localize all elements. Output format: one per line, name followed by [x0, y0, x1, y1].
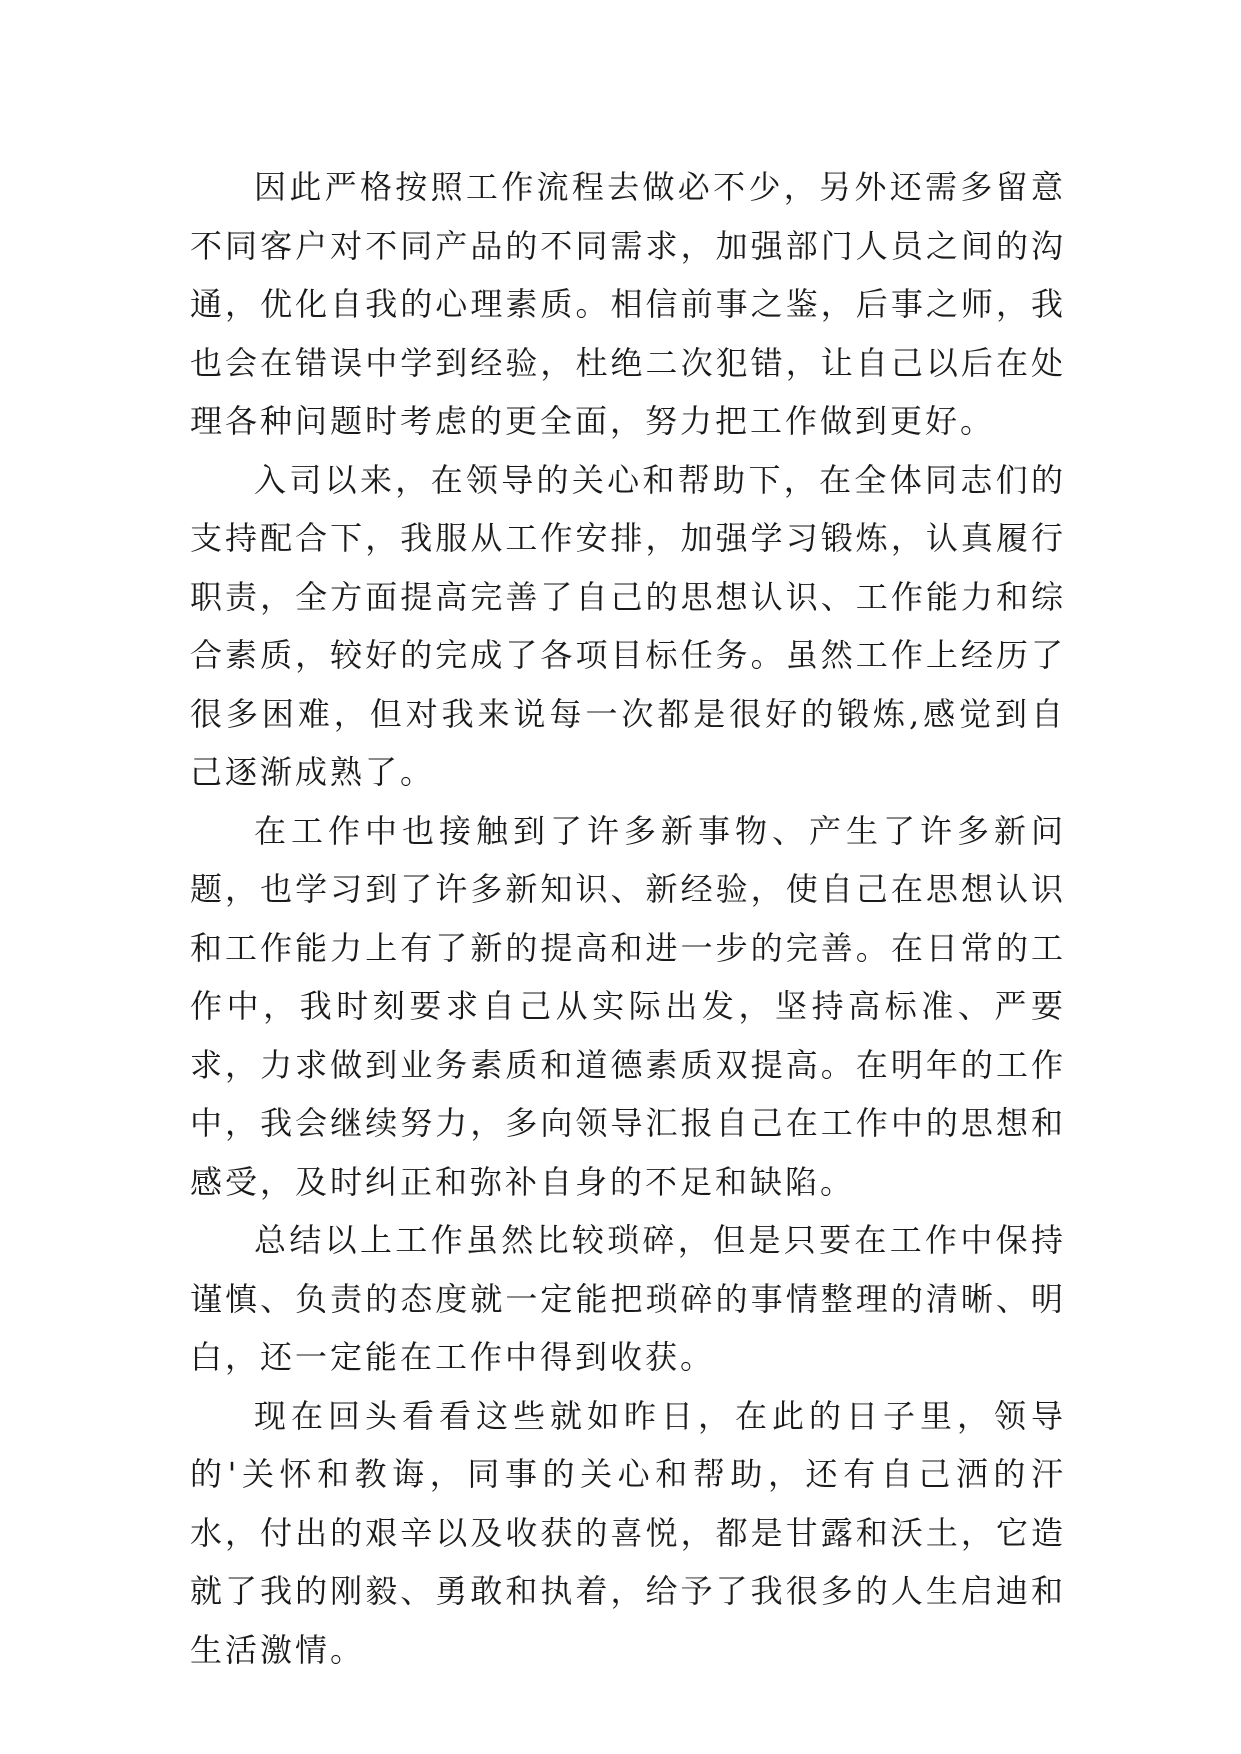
paragraph-process-attention: 因此严格按照工作流程去做必不少，另外还需多留意不同客户对不同产品的不同需求，加强部门人员之间的沟通，优化自我的心理素质。相信前事之鉴，后事之师，我也会在错误中学到经验，杜绝二次犯错，让自己以后在处理各种问题时考虑的更全面，努力把工作做到更好。	[190, 168, 1066, 440]
paragraph-new-things: 在工作中也接触到了许多新事物、产生了许多新问题，也学习到了许多新知识、新经验，使自己在思想认识和工作能力上有了新的提高和进一步的完善。在日常的工作中，我时刻要求自己从实际出发，坚持高标准、严要求，力求做到业务素质和道德素质双提高。在明年的工作中，我会继续努力，多向领导汇报自己在工作中的思想和感受，及时纠正和弥补自身的不足和缺陷。	[190, 811, 1066, 1201]
paragraph-since-joining: 入司以来，在领导的关心和帮助下，在全体同志们的支持配合下，我服从工作安排，加强学习锻炼，认真履行职责，全方面提高完善了自己的思想认识、工作能力和综合素质，较好的完成了各项目标任务。虽然工作上经历了很多困难，但对我来说每一次都是很好的锻炼,感觉到自己逐渐成熟了。	[190, 460, 1066, 791]
paragraph-looking-back: 现在回头看看这些就如昨日，在此的日子里，领导的'关怀和教诲，同事的关心和帮助，还有自己洒的汗水，付出的艰辛以及收获的喜悦，都是甘露和沃土，它造就了我的刚毅、勇敢和执着，给予了我很多的人生启迪和生活激情。	[190, 1396, 1066, 1669]
paragraph-summary: 总结以上工作虽然比较琐碎，但是只要在工作中保持谨慎、负责的态度就一定能把琐碎的事情整理的清晰、明白，还一定能在工作中得到收获。	[190, 1221, 1066, 1376]
document-body	[190, 158, 1066, 1679]
